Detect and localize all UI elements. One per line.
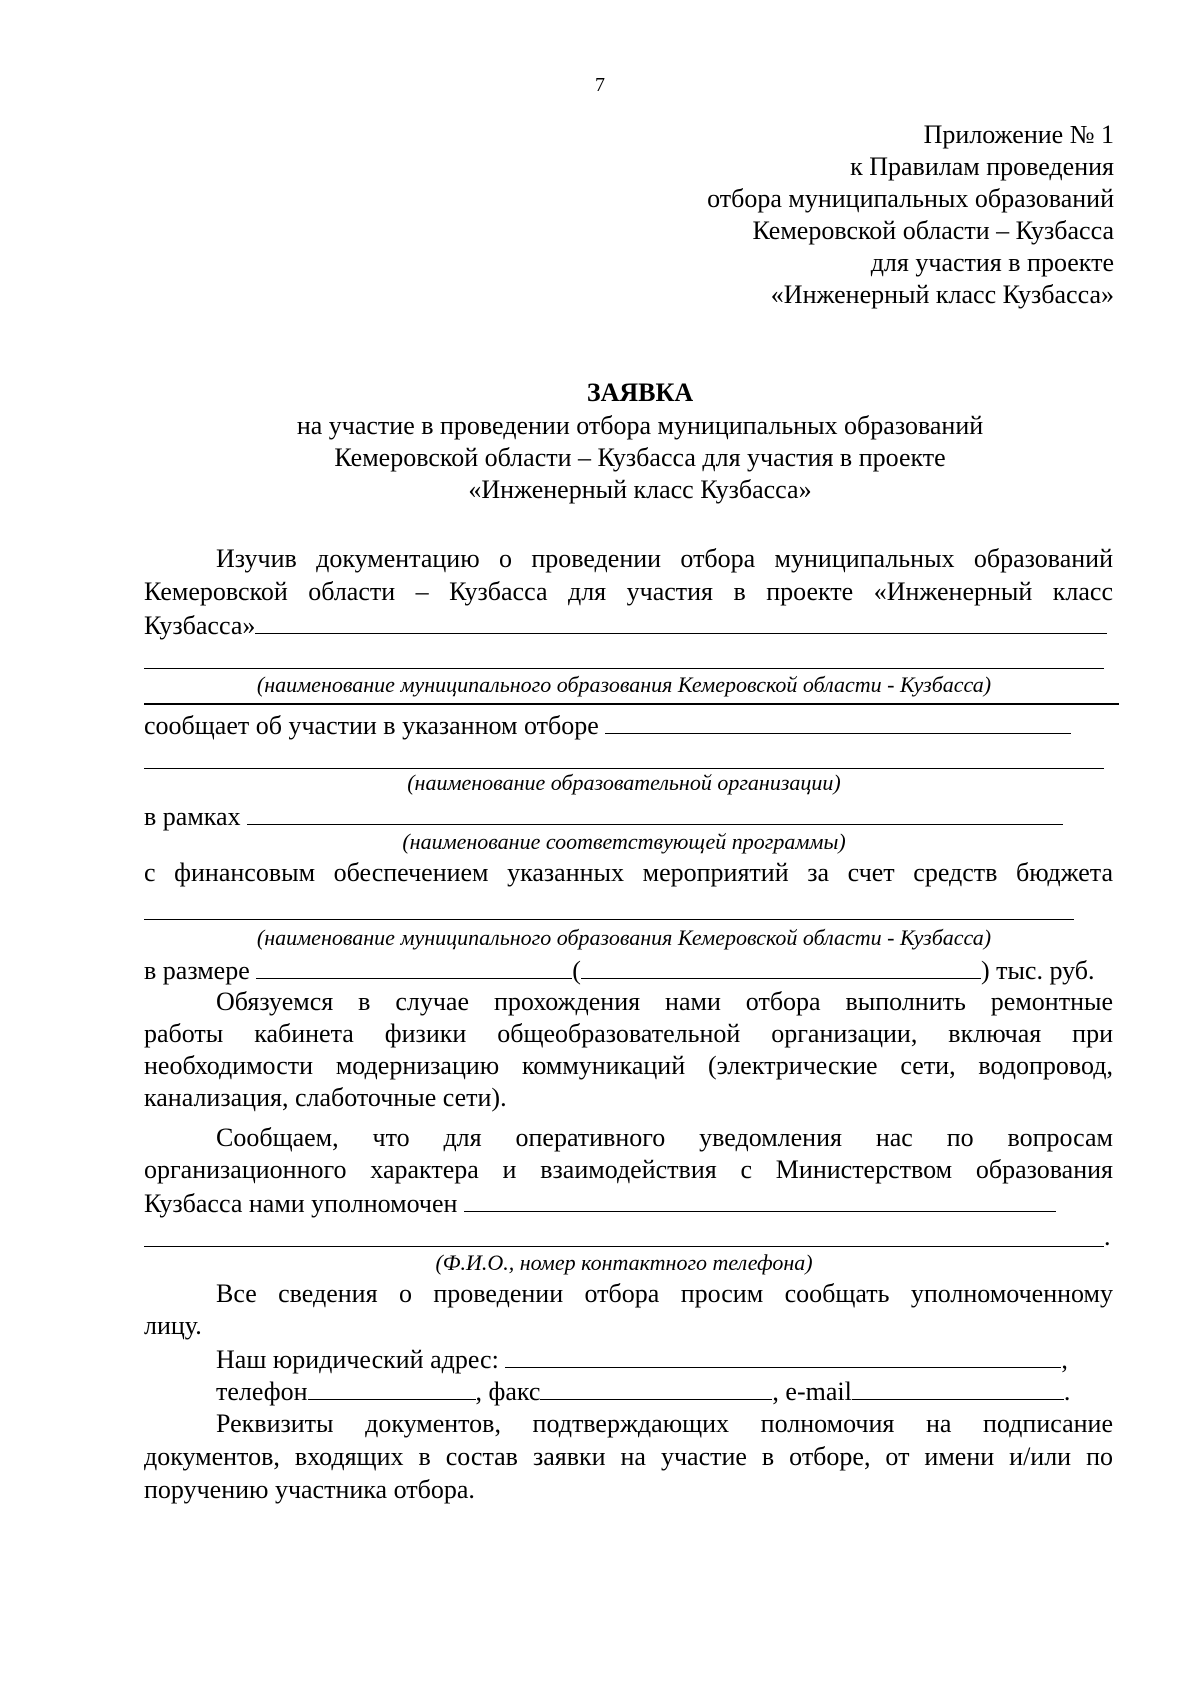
p1-line-2: Кемеровской области – Кузбасса для участия в проекте «Инженерный класс	[144, 577, 1113, 606]
p1-line-3	[144, 609, 1107, 641]
amount-prefix: в размере	[144, 956, 250, 985]
authorized-person-field[interactable]	[464, 1187, 1056, 1212]
p4-line-2: лицу.	[144, 1311, 202, 1340]
p5-line-1: Реквизиты документов, подтверждающих полномочия на подписание	[216, 1409, 1113, 1438]
budget-name-field[interactable]	[144, 919, 1074, 920]
amount-number-field[interactable]	[256, 954, 572, 979]
p2-line-2: работы кабинета физики общеобразовательной организации, включая при	[144, 1019, 1113, 1048]
p2-line-3: необходимости модернизацию коммуникаций (электрические сети, водопровод,	[144, 1051, 1113, 1080]
within-line	[144, 800, 1063, 832]
org-name-field[interactable]	[605, 709, 1071, 734]
appendix-line-3: отбора муниципальных образований	[707, 184, 1114, 213]
municipality-name-field[interactable]	[255, 609, 1107, 634]
fax-label: , факс	[475, 1377, 541, 1406]
p4-line-1: Все сведения о проведении отбора просим сообщать уполномоченному	[216, 1279, 1113, 1308]
municipality-name-field-2[interactable]	[144, 668, 1104, 669]
p5-line-2: документов, входящих в состав заявки на участие в отборе, от имени и/или по	[144, 1442, 1113, 1471]
p3-line-3-text: Кузбасса нами уполномочен	[144, 1189, 458, 1218]
title-line-1: на участие в проведении отбора муниципальных образований	[296, 411, 984, 440]
org-name-field-2[interactable]	[144, 768, 1104, 769]
contacts-line	[216, 1375, 1070, 1407]
appendix-line-2: к Правилам проведения	[850, 152, 1114, 181]
financing-line: с финансовым обеспечением указанных мероприятий за счет средств бюджета	[144, 858, 1113, 887]
participation-line	[144, 709, 1071, 741]
p3-line-3	[144, 1187, 1056, 1219]
p3-end-period: .	[1104, 1222, 1111, 1251]
p3-line-1: Сообщаем, что для оперативного уведомления нас по вопросам	[216, 1123, 1113, 1152]
participation-text: сообщает об участии в указанном отборе	[144, 711, 599, 740]
phone-field[interactable]	[308, 1375, 476, 1400]
amount-words-field[interactable]	[581, 954, 981, 979]
email-field[interactable]	[852, 1375, 1064, 1400]
within-text: в рамках	[144, 802, 241, 831]
appendix-line-4: Кемеровской области – Кузбасса	[752, 216, 1114, 245]
p5-line-3: поручению участника отбора.	[144, 1475, 475, 1504]
title-line-3: «Инженерный класс Кузбасса»	[468, 475, 812, 504]
caption-fio: (Ф.И.О., номер контактного телефона)	[435, 1250, 813, 1275]
address-field[interactable]	[505, 1343, 1061, 1368]
divider	[144, 703, 1119, 705]
title-line-2: Кемеровской области – Кузбасса для участия в проекте	[334, 443, 946, 472]
title-heading: ЗАЯВКА	[586, 378, 694, 407]
p2-line-1: Обязуемся в случае прохождения нами отбора выполнить ремонтные	[216, 987, 1113, 1016]
p2-line-4: канализация, слаботочные сети).	[144, 1083, 507, 1112]
appendix-line-1: Приложение № 1	[923, 120, 1114, 149]
caption-municipality: (наименование муниципального образования Кемеровской области - Кузбасса)	[256, 672, 992, 697]
program-name-field[interactable]	[247, 800, 1063, 825]
appendix-line-6: «Инженерный класс Кузбасса»	[770, 280, 1114, 309]
p1-line-1: Изучив документацию о проведении отбора муниципальных образований	[216, 544, 1113, 573]
p1-line-3-text: Кузбасса»	[144, 611, 256, 640]
appendix-line-5: для участия в проекте	[870, 248, 1114, 277]
amount-open-paren: (	[572, 956, 581, 985]
address-label: Наш юридический адрес:	[216, 1345, 499, 1374]
address-comma: ,	[1061, 1345, 1068, 1374]
page-number: 7	[595, 74, 605, 96]
amount-suffix: ) тыс. руб.	[980, 956, 1095, 985]
address-line	[216, 1343, 1068, 1375]
contacts-period: .	[1063, 1377, 1071, 1406]
amount-line	[144, 954, 1095, 986]
email-label: , e-mail	[772, 1377, 852, 1406]
caption-municipality-2: (наименование муниципального образования Кемеровской области - Кузбасса)	[256, 925, 992, 950]
phone-label: телефон	[216, 1377, 308, 1406]
authorized-person-field-2[interactable]	[144, 1246, 1104, 1247]
caption-program: (наименование соответствующей программы)	[402, 829, 846, 854]
caption-org: (наименование образовательной организации)	[407, 770, 841, 795]
fax-field[interactable]	[540, 1375, 772, 1400]
p3-line-2: организационного характера и взаимодействия с Министерством образования	[144, 1155, 1113, 1184]
